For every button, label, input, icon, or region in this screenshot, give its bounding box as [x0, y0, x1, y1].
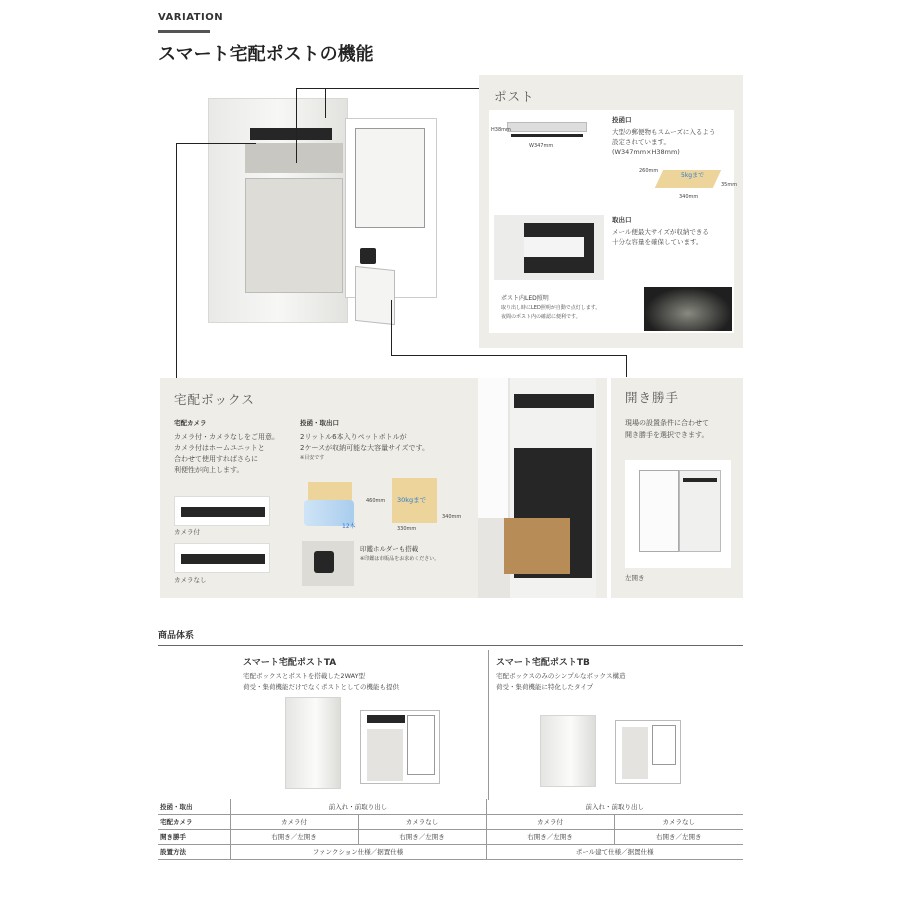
camera-without-image: [174, 543, 270, 573]
outlet-section: [489, 210, 734, 285]
camera-line-3: 合わせて使用すればさらに: [174, 455, 258, 463]
hinge-panel: [611, 378, 743, 598]
ta-desc-1: 宅配ボックスとポストを搭載した2WAY型: [243, 672, 366, 680]
dim-340: 340mm: [679, 194, 699, 200]
cell: カメラ付: [486, 814, 614, 829]
ta-desc-2: 荷受・集荷機能だけでなくポストとしての機能も提供: [243, 683, 399, 691]
led-text-2: 夜間のポスト内の確認に便利です。: [501, 314, 581, 320]
ta-closed-image: [285, 697, 341, 789]
led-heading: ポスト内LED照明: [501, 295, 549, 302]
hinge-image: [625, 460, 731, 568]
table-row: [158, 844, 743, 859]
section-tag: VARIATION: [158, 12, 224, 23]
cell: 右開き／左開き: [486, 829, 614, 844]
camera-without-caption: カメラなし: [174, 576, 207, 584]
dim-330: 330mm: [397, 526, 417, 532]
hinge-title: 開き勝手: [625, 390, 680, 405]
weight-30kg: 30kgまで: [397, 496, 427, 504]
section-tag-underline: [158, 30, 210, 33]
stamp-heading: 印鑑ホルダーも搭載: [360, 545, 419, 553]
cell: 前入れ・前取り出し: [486, 799, 743, 814]
outlet-heading: 取出口: [612, 216, 632, 224]
slot-text-2: 設定されています。: [612, 138, 670, 146]
stamp-note: ※印鑑は市販品をお求めください。: [360, 556, 440, 562]
stamp-holder-image: [302, 541, 354, 586]
dim-35: 35mm: [721, 182, 738, 188]
tb-desc-1: 宅配ボックスのみのシンプルなボックス構造: [496, 672, 626, 680]
cell: 右開き／左開き: [614, 829, 743, 844]
cell: カメラ付: [230, 814, 358, 829]
dim-340-box: 340mm: [442, 514, 462, 520]
lineup-divider: [488, 650, 489, 800]
box-slot-text-1: 2リットル6本入りペットボトルが: [300, 433, 407, 441]
hinge-caption: 左開き: [625, 574, 645, 582]
post-title: ポスト: [494, 89, 535, 104]
cell: 前入れ・前取り出し: [230, 799, 486, 814]
slot-text-1: 大型の郵便物もスムーズに入るよう: [612, 128, 716, 136]
weight-5kg: 5kgまで: [681, 172, 705, 179]
table-row: [158, 799, 743, 814]
camera-line-4: 利便性が向上します。: [174, 466, 244, 474]
hinge-text-2: 開き勝手を選択できます。: [625, 431, 709, 439]
camera-line-1: カメラ付・カメラなしをご用意。: [174, 433, 279, 441]
led-text-1: 取り出し時にLED照明が自動で点灯します。: [501, 305, 601, 311]
ta-open-image: [360, 710, 440, 784]
page-title: スマート宅配ポストの機能: [158, 44, 374, 65]
dim-w347: W347mm: [529, 143, 554, 149]
led-image: [644, 287, 732, 331]
cell: カメラなし: [358, 814, 486, 829]
ta-name: スマート宅配ポストTA: [243, 658, 337, 668]
led-section: [489, 285, 734, 333]
box-slot-text-2: 2ケースが収納可能な大容量サイズです。: [300, 444, 429, 452]
box-title: 宅配ボックス: [174, 392, 255, 407]
row-label: 投函・取出: [158, 799, 230, 814]
spec-table: [158, 799, 743, 860]
cell: ポール建て仕様／据置仕様: [486, 844, 743, 859]
hinge-text-1: 現場の設置条件に合わせて: [625, 419, 709, 427]
bottle-count: 12本: [342, 523, 356, 530]
box-slot-note: ※目安です: [300, 455, 325, 461]
tb-desc-2: 荷受・集荷機能に特化したタイプ: [496, 683, 594, 691]
tb-name: スマート宅配ポストTB: [496, 658, 590, 668]
outlet-text-2: 十分な容量を確保しています。: [612, 238, 703, 246]
tb-closed-image: [540, 715, 596, 787]
outlet-image: [494, 215, 604, 280]
table-row: [158, 814, 743, 829]
camera-line-2: カメラ付はホームユニットと: [174, 444, 265, 452]
slot-section: [489, 110, 738, 210]
cell: 右開き／左開き: [230, 829, 358, 844]
slot-text-3: (W347mm×H38mm): [612, 148, 680, 156]
dim-460: 460mm: [366, 498, 386, 504]
row-label: 宅配カメラ: [158, 814, 230, 829]
dim-h38: H38mm: [491, 127, 511, 133]
table-row: [158, 829, 743, 844]
outlet-text-1: メール便最大サイズが収納できる: [612, 228, 709, 236]
lineup-top-rule: [158, 645, 743, 646]
cell: 右開き／左開き: [358, 829, 486, 844]
post-panel: [479, 75, 743, 348]
row-label: 設置方法: [158, 844, 230, 859]
main-product-image: [205, 98, 445, 378]
delivery-photo: [478, 378, 596, 598]
box-slot-heading: 投函・取出口: [300, 419, 339, 427]
row-label: 開き勝手: [158, 829, 230, 844]
slot-heading: 投函口: [612, 116, 632, 124]
camera-heading: 宅配カメラ: [174, 419, 207, 427]
camera-with-image: [174, 496, 270, 526]
tb-open-image: [615, 720, 681, 784]
lineup-title: 商品体系: [158, 631, 195, 641]
dim-260: 260mm: [639, 168, 659, 174]
bottles-image: [300, 478, 360, 528]
cell: ファンクション仕様／据置仕様: [230, 844, 486, 859]
slot-image: [491, 118, 594, 158]
cell: カメラなし: [614, 814, 743, 829]
camera-with-caption: カメラ付: [174, 528, 200, 536]
